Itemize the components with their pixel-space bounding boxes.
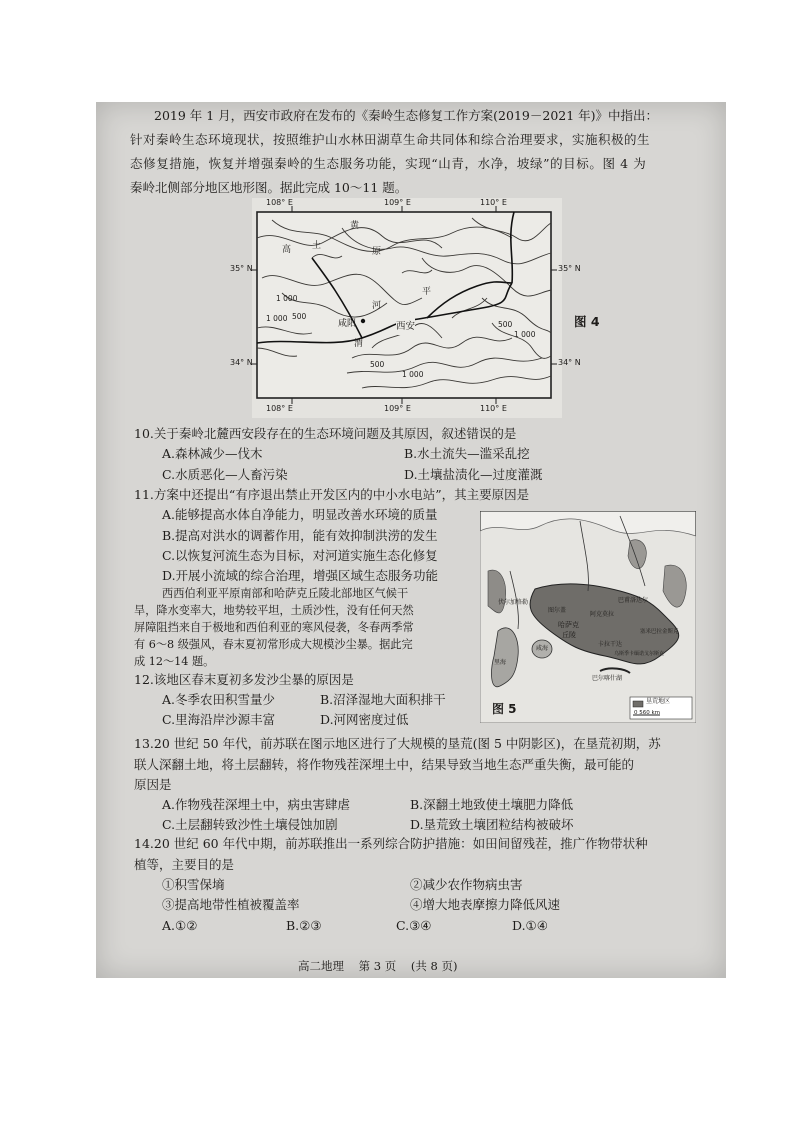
q13-stem-line-2: 联人深翻土地，将土层翻转，将作物残茬深埋土中，结果导致当地生态严重失衡，最可能的 [134,757,635,772]
q10-option-b: B.水土流失—滥采乱挖 [404,446,530,461]
q12-option-a: A.冬季农田积雪量少 [162,692,276,707]
q13-option-a: A.作物残茬深埋土中，病虫害肆虐 [162,797,351,812]
q11-stem: 11.方案中还提出“有序退出禁止开发区内的中小水电站”，其主要原因是 [134,487,530,502]
q14-item-3: ③提高地带性植被覆盖率 [162,897,300,912]
q11-option-b: B.提高对洪水的调蓄作用，能有效抑制洪涝的发生 [162,528,438,543]
place-balkhash: 巴尔喀什湖 [592,675,623,682]
q14-item-4: ④增大地表摩擦力降低风速 [410,897,561,912]
q14-item-2: ②减少农作物病虫害 [410,877,523,892]
lon-top-108: 108° E [266,198,293,207]
contour-label-500-a: 500 [292,312,307,321]
map-label-xian: 西安 [396,318,415,335]
intro-line-3: 态修复措施，恢复并增强秦岭的生态服务功能，实现“山青，水净，坡绿”的目标。图 4 为 [130,156,647,171]
lat-right-35: 35° N [558,264,581,273]
map-label-he: 河 [372,301,382,311]
legend-scale: 0 560 km [634,710,661,716]
q14-option-a: A.①② [162,918,198,933]
place-turgay: 图尔盖 [548,607,567,614]
contour-label-1000-b: 1 000 [266,314,288,323]
q14-option-b: B.②③ [286,918,322,933]
lon-top-109: 109° E [384,198,411,207]
q13-stem-line-1: 13.20 世纪 50 年代，前苏联在图示地区进行了大规模的垦荒(图 5 中阴影区)，在垦荒初期，苏 [134,736,661,751]
q10-option-c: C.水质恶化—人畜污染 [162,467,288,482]
intro-line-2: 针对秦岭生态环境现状，按照维护山水林田湖草生命共同体和综合治理要求，实施积极的生 [130,132,651,147]
q14-option-d: D.①④ [512,918,548,933]
q13-option-b: B.深翻土地致使土壤肥力降低 [410,797,574,812]
lon-bottom-109: 109° E [384,404,411,413]
q14-option-c: C.③④ [396,918,432,933]
map-label-yuan: 原 [372,247,382,257]
lon-bottom-108: 108° E [266,404,293,413]
q12-option-c: C.里海沿岸沙源丰富 [162,712,276,727]
q10-option-d: D.土壤盐渍化—过度灌溉 [404,467,543,482]
map-label-xianyang: 咸阳 [338,319,357,329]
figure-4-caption: 图 4 [574,314,600,329]
place-caspian: 里海 [494,659,507,666]
lon-bottom-110: 110° E [480,404,507,413]
passage-line-1: 西西伯利亚平原南部和哈萨克丘陵北部地区气候干 [162,587,409,600]
map-label-tu: 土 [312,241,322,251]
page-footer: 高二地理 第 3 页 (共 8 页) [298,959,458,973]
q10-stem: 10.关于秦岭北麓西安段存在的生态环境问题及其原因，叙述错误的是 [134,426,517,441]
lat-right-34: 34° N [558,358,581,367]
map-label-wei: 渭 [354,339,364,349]
map-label-huang: 黄 [350,221,360,231]
lat-left-35: 35° N [230,264,253,273]
contour-label-1000-a: 1 000 [276,294,298,303]
passage-line-3: 屏障阻挡来自于极地和西伯利亚的寒风侵袭，冬春两季常 [134,621,414,634]
q11-option-c: C.以恢复河流生态为目标，对河道实施生态化修复 [162,548,438,563]
figure-5-caption: 图 5 [492,702,517,716]
figure-5-map [480,511,696,723]
q11-option-a: A.能够提高水体自净能力，明显改善水环境的质量 [162,507,438,522]
map-label-gao: 高 [282,245,292,255]
map-label-ping: 平 [422,287,432,297]
contour-label-1000-c: 1 000 [514,330,536,339]
passage-line-5: 成 12～14 题。 [134,655,215,668]
passage-line-2: 旱，降水变率大，地势较平坦，土质沙性，没有任何天然 [134,604,414,617]
q13-stem-line-3: 原因是 [134,777,172,792]
place-kazakh: 哈萨克 [558,621,579,629]
legend-reclaimed-label: 垦荒地区 [646,698,671,705]
q10-option-a: A.森林减少—伐木 [162,446,263,461]
lon-top-110: 110° E [480,198,507,207]
place-pavlodar: 巴甫洛达尔 [618,597,649,604]
q11-option-d: D.开展小流域的综合治理，增强区域生态服务功能 [162,568,439,583]
q14-stem-line-2: 植等，主要目的是 [134,857,235,872]
q14-stem-line-1: 14.20 世纪 60 年代中期，前苏联推出一系列综合防护措施：如田间留残茬，推广作物带状种 [134,836,648,851]
place-aral: 咸海 [536,645,549,652]
place-akmola: 阿克莫拉 [590,611,615,618]
place-hills: 丘陵 [562,631,576,639]
intro-line-1: 2019 年 1 月，西安市政府在发布的《秦岭生态修复工作方案(2019－2021 年)》中指出： [154,108,659,123]
place-ust-kamenogorsk: 乌斯季卡缅诺戈尔斯克 [614,651,665,657]
q13-option-d: D.垦荒致土壤团粒结构被破坏 [410,817,574,832]
q12-option-b: B.沼泽湿地大面积排干 [320,692,446,707]
contour-label-500-c: 500 [370,360,385,369]
contour-label-500-b: 500 [498,320,513,329]
q14-item-1: ①积雪保墒 [162,877,225,892]
contour-label-1000-d: 1 000 [402,370,424,379]
place-semipalatinsk: 塞米巴拉金斯克 [640,629,679,635]
place-karaganda: 卡拉干达 [598,641,623,648]
q12-stem: 12.该地区春末夏初多发沙尘暴的原因是 [134,672,354,687]
q13-option-c: C.土层翻转致沙性土壤侵蚀加剧 [162,817,338,832]
passage-line-4: 有 6～8 级强风，春末夏初常形成大规模沙尘暴。据此完 [134,638,413,651]
figure-4-topographic-map [230,198,581,418]
xianyang-dot [361,319,365,323]
q12-option-d: D.河网密度过低 [320,712,409,727]
lat-left-34: 34° N [230,358,253,367]
intro-line-4: 秦岭北侧部分地区地形图。据此完成 10～11 题。 [130,180,408,195]
place-volgograd: 伏尔加格勒 [498,599,529,606]
